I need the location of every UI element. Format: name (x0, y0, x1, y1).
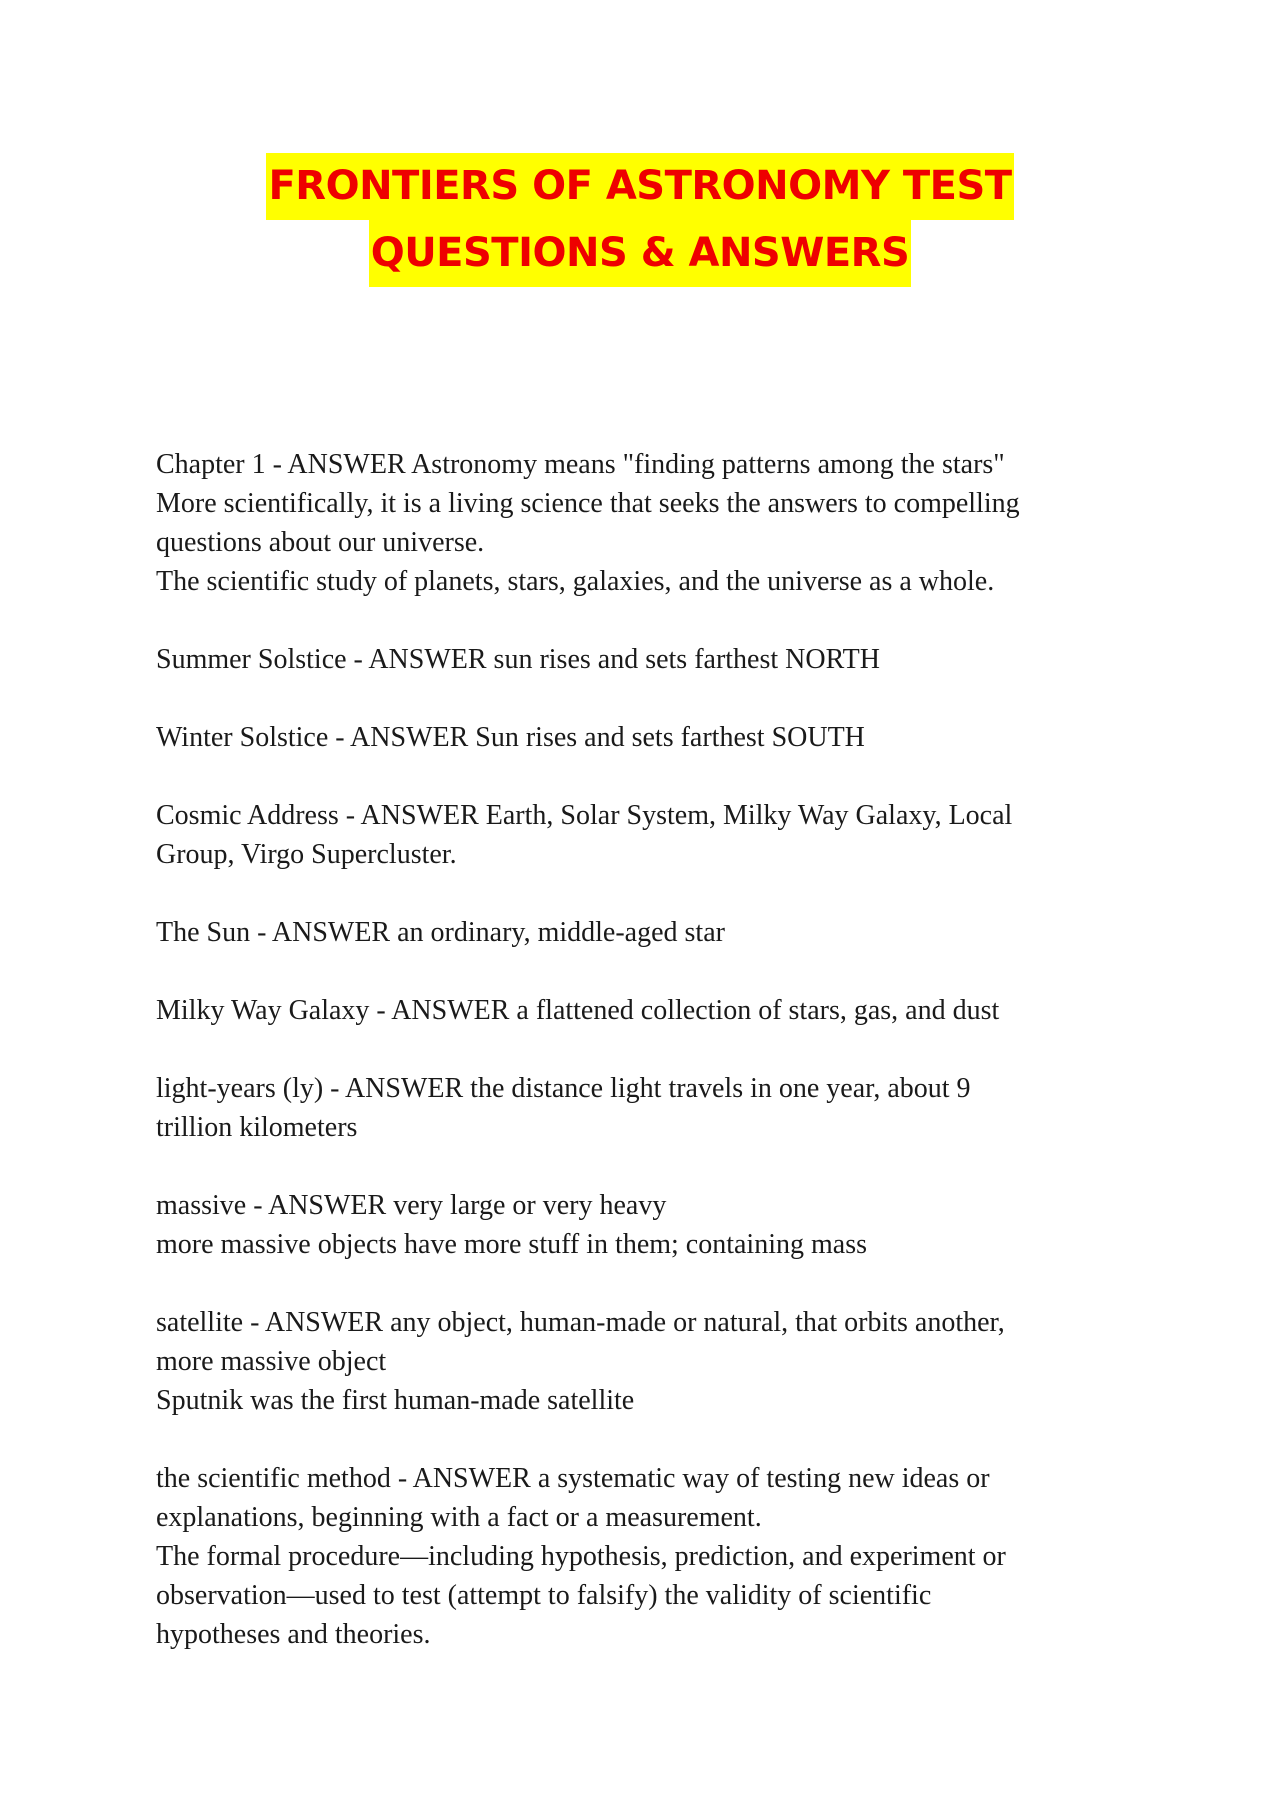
entry-text-line: observation—used to test (attempt to falsify) the validity of scientific (156, 1580, 932, 1611)
entry-text-line: More scientifically, it is a living science that seeks the answers to compelling (156, 488, 1020, 519)
entry-text-line: explanations, beginning with a fact or a measurement. (156, 1502, 762, 1533)
document-title (0, 153, 1280, 287)
entry-text-line: Cosmic Address - ANSWER Earth, Solar System, Milky Way Galaxy, Local (156, 800, 1013, 831)
entry-text-line: hypotheses and theories. (156, 1619, 431, 1650)
qa-entry (156, 445, 1156, 601)
entry-text-line: The formal procedure—including hypothesis, prediction, and experiment or (156, 1541, 1006, 1572)
qa-entry (156, 1303, 1156, 1420)
qa-entry (156, 913, 1156, 952)
entry-text-line: Chapter 1 - ANSWER Astronomy means "finding patterns among the stars" (156, 449, 1005, 480)
entry-text-line: Summer Solstice - ANSWER sun rises and sets farthest NORTH (156, 644, 880, 675)
entry-text-line: light-years (ly) - ANSWER the distance light travels in one year, about 9 (156, 1073, 971, 1104)
entry-text-line: Group, Virgo Supercluster. (156, 839, 457, 870)
entry-text-line: Milky Way Galaxy - ANSWER a flattened collection of stars, gas, and dust (156, 995, 1000, 1026)
entry-text-line: The scientific study of planets, stars, galaxies, and the universe as a whole. (156, 566, 995, 597)
entry-text-line: questions about our universe. (156, 527, 485, 558)
qa-list (156, 445, 1156, 1693)
title-line-2: QUESTIONS & ANSWERS (369, 220, 912, 287)
qa-entry (156, 991, 1156, 1030)
qa-entry (156, 718, 1156, 757)
entry-text-line: massive - ANSWER very large or very heavy (156, 1190, 667, 1221)
entry-text-line: the scientific method - ANSWER a systematic way of testing new ideas or (156, 1463, 990, 1494)
entry-text-line: more massive objects have more stuff in them; containing mass (156, 1229, 867, 1260)
entry-text-line: Winter Solstice - ANSWER Sun rises and sets farthest SOUTH (156, 722, 865, 753)
qa-entry (156, 640, 1156, 679)
entry-text-line: more massive object (156, 1346, 387, 1377)
qa-entry (156, 1186, 1156, 1264)
qa-entry (156, 1459, 1156, 1654)
entry-text-line: Sputnik was the first human-made satellite (156, 1385, 635, 1416)
entry-text-line: satellite - ANSWER any object, human-made or natural, that orbits another, (156, 1307, 1005, 1338)
qa-entry (156, 1069, 1156, 1147)
title-line-1: FRONTIERS OF ASTRONOMY TEST (266, 153, 1013, 220)
entry-text-line: The Sun - ANSWER an ordinary, middle-aged star (156, 917, 725, 948)
qa-entry (156, 796, 1156, 874)
entry-text-line: trillion kilometers (156, 1112, 358, 1143)
